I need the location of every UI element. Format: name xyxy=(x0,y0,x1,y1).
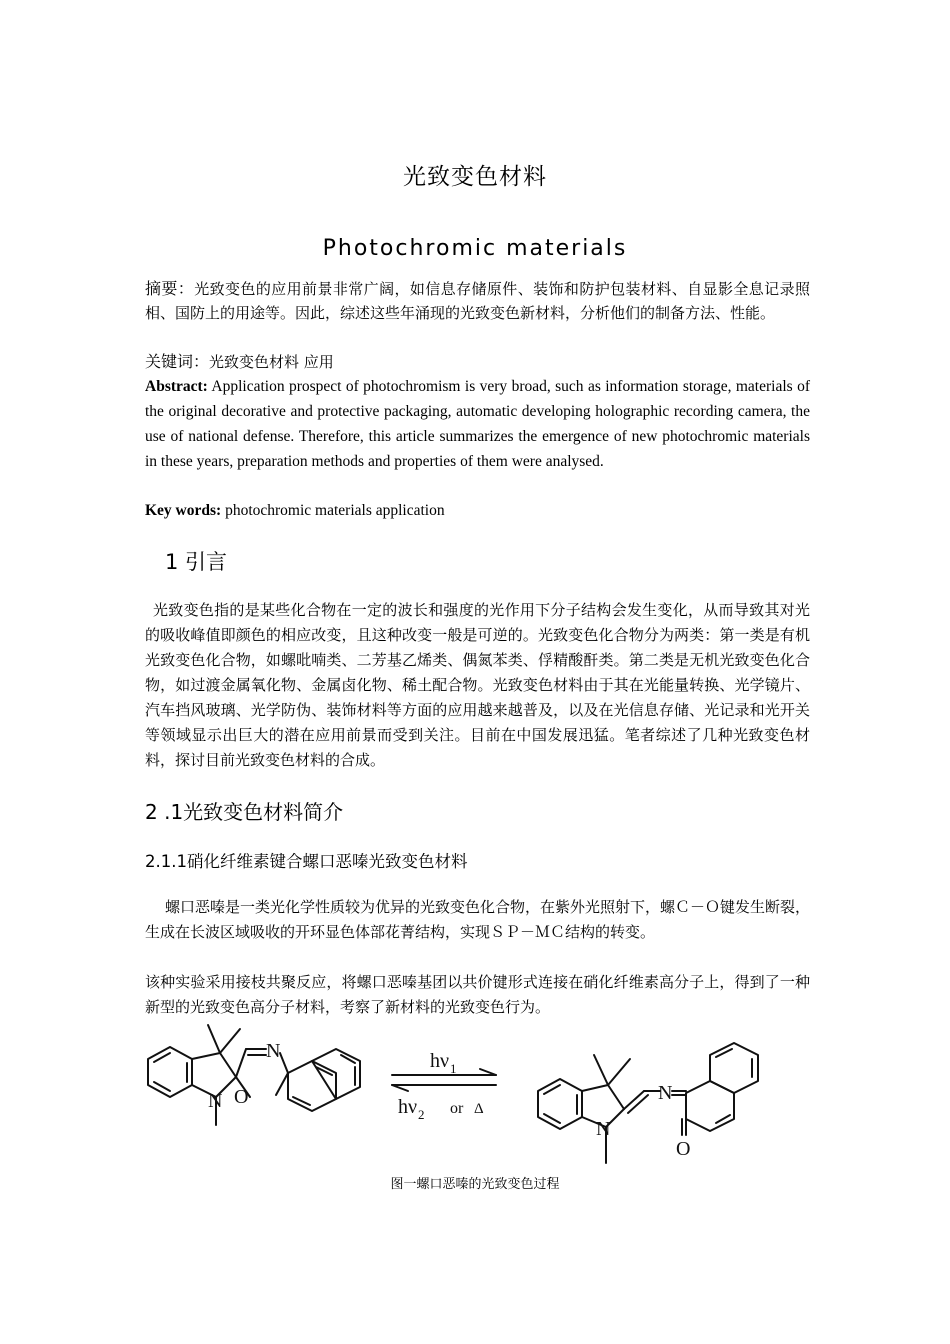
label-sub1: 1 xyxy=(450,1061,457,1076)
label-or: or xyxy=(450,1100,464,1117)
keywords-en-text: photochromic materials application xyxy=(225,502,445,519)
spirooxazine-reaction-figure xyxy=(140,1015,760,1170)
title-chinese: 光致变色材料 xyxy=(403,164,547,190)
left-benzene-ring xyxy=(148,1047,192,1097)
abstract-cn-text: 光致变色的应用前景非常广阔，如信息存储原件、装饰和防护包装材料、自显影全息记录照相、国防上的用途等。因此，综述这些年涌现的光致变色新材料，分析他们的制备方法、性能。 xyxy=(145,280,810,322)
section-1-heading: 1 引言 xyxy=(165,550,228,574)
right-naphthoquinone xyxy=(672,1043,758,1135)
label-n-right: N xyxy=(596,1118,611,1140)
label-sub2: 2 xyxy=(418,1107,425,1122)
abstract-chinese xyxy=(145,277,810,325)
figure-caption: 图一螺口恶嗪的光致变色过程 xyxy=(390,1177,560,1192)
keywords-english xyxy=(145,498,810,523)
label-n-top: N xyxy=(266,1040,281,1062)
right-indoline-ring xyxy=(582,1055,660,1163)
left-naphthalene xyxy=(288,1049,360,1111)
section-2-1-1-paragraph-2: 该种实验采用接枝共聚反应，将螺口恶嗪基团以共价键形式连接在硝化纤维素高分子上，得到了一种新型的光致变色高分子材料，考察了新材料的光致变色行为。 xyxy=(145,973,810,1016)
label-delta: Δ xyxy=(474,1101,484,1117)
right-benzene-ring xyxy=(538,1079,582,1129)
abstract-cn-label: 摘要： xyxy=(145,279,195,298)
keywords-en-label: Key words: xyxy=(145,502,222,519)
abstract-en-text: Application prospect of photochromism is very broad, such as information storage, materials of the original decorative and protective packaging, automatic developing holographic recording camera, the use of national defense. Therefore, this article summarizes the emergence of new photochromic materials in these years, preparation methods and properties of them were analysed. xyxy=(145,378,810,470)
section-1-paragraph: 光致变色指的是某些化合物在一定的波长和强度的光作用下分子结构会发生变化，从而导致其对光的吸收峰值即颜色的相应改变，且这种改变一般是可逆的。光致变色化合物分为两类：第一类是有机光致变色化合物，如螺吡喃类、二芳基乙烯类、偶氮苯类、俘精酸酐类。第二类是无机光致变色化合物，如过渡金属氧化物、金属卤化物、稀土配合物。光致变色材料由于其在光能量转换、光学镜片、汽车挡风玻璃、光学防伪、装饰材料等方面的应用越来越普及，以及在光信息存储、光记录和光开关等领域显示出巨大的潜在应用前景而受到关注。目前在中国发展迅猛。笔者综述了几种光致变色材料，探讨目前光致变色材料的合成。 xyxy=(145,601,810,769)
keywords-chinese xyxy=(145,350,810,374)
section-2-1-1-paragraph-1: 螺口恶嗪是一类光化学性质较为优异的光致变色化合物，在紫外光照射下，螺Ｃ－Ｏ键发生断裂，生成在长波区域吸收的开环显色体部花菁结构，实现ＳＰ－ＭＣ结构的转变。 xyxy=(145,898,811,941)
label-o-right: O xyxy=(676,1138,691,1160)
abstract-en-label: Abstract: xyxy=(145,378,208,395)
label-o-left: O xyxy=(234,1086,249,1108)
abstract-english xyxy=(145,374,810,474)
label-hv2: hν xyxy=(398,1096,418,1118)
equilibrium-arrows xyxy=(392,1069,496,1091)
section-2-1-1-heading: 2.1.1硝化纤维素键合螺口恶嗪光致变色材料 xyxy=(145,852,468,871)
title-english: Photochromic materials xyxy=(322,236,628,261)
label-hv1: hν xyxy=(430,1050,450,1072)
label-n-imine: N xyxy=(658,1082,673,1104)
section-2-1-heading: 2 .1光致变色材料简介 xyxy=(145,800,344,824)
label-n-left: N xyxy=(208,1090,223,1112)
keywords-cn-label: 关键词： xyxy=(145,352,210,371)
keywords-cn-text: 光致变色材料 应用 xyxy=(209,353,334,371)
